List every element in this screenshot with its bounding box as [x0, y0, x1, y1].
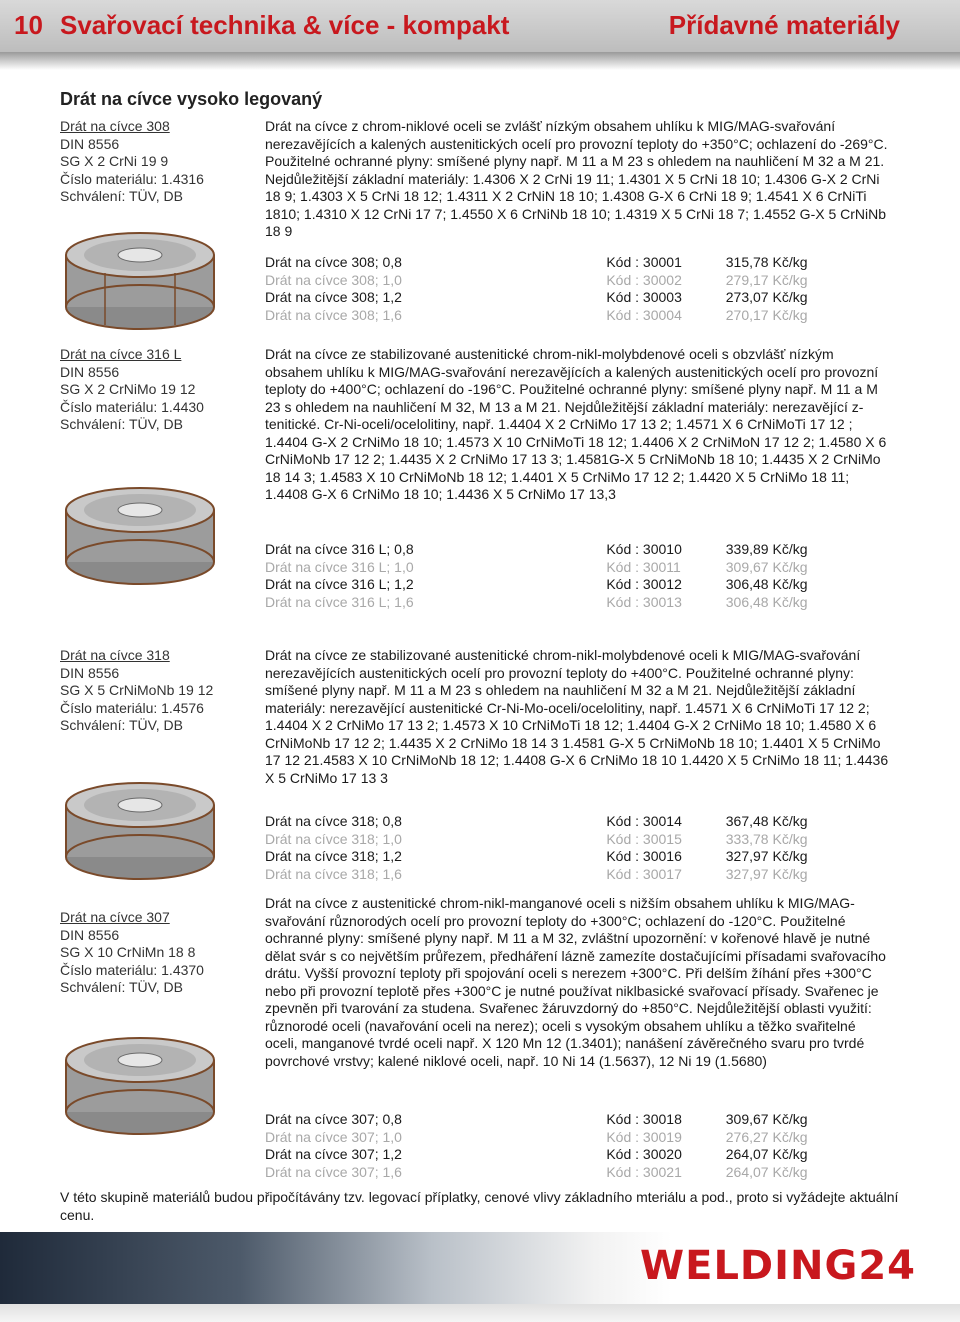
spec-line: DIN 8556 — [60, 135, 120, 152]
product-spec-307 — [60, 909, 204, 997]
price-row: Drát na cívce 316 L; 1,0 Kód : 30011 309,67 Kč/kg — [265, 558, 808, 575]
price-row: Drát na cívce 307; 1,6 Kód : 30021 264,07 Kč/kg — [265, 1163, 808, 1180]
price-row: Drát na cívce 316 L; 0,8 Kód : 30010 339,89 Kč/kg — [265, 541, 808, 557]
product-description-307: Drát na cívce z austenitické chrom-nikl-manganové oceli s nižším obsahem uhlíku k MIG/MAG-svařování různorodých ocelí pro provozní teploty do +300°C; ochlazení do -120°C. Použitelné ochranné plyny: smíšené plyny např. M 11 a M 32, zvláštní upozornění: v kořenové hlavě je nutné dělat svár s co největším průřezem, předháření lázně zamezíte dostačujícími přísadami svařovacího drátu. Vyšší provozní teploty při spojování oceli s nerezem +300°C. Při delším žíhání přes +300°C nebo při provozní teplotě přes +300°C je nutné používat niklbasické svařovací přísady. Svařenec je zpevněn při tvarování za studena. Svařenec žáruvzdorný do +850°C. Nejdůležitější oblasti využití: různorodé oceli (navařování oceli na nerez); oceli s vysokým obsahem uhlíku a těžko svařitelné oceli, manganové tvrdé oceli např. X 120 Mn 12 (1.3401); nanášení závěrečného svaru pro tvrdé povrchové vrstvy; kalené niklové oceli, např. 10 Ni 14 (1.5637), 12 Ni 19 (1.5680) — [265, 895, 886, 1069]
spec-line: Číslo materiálu: 1.4430 — [60, 398, 204, 415]
price-list-308 — [265, 254, 885, 324]
wire-spool-image — [60, 1020, 220, 1140]
spec-line: Schválení: TÜV, DB — [60, 188, 183, 204]
price-list-307 — [265, 1111, 885, 1181]
spec-line: SG X 10 CrNiMn 18 8 — [60, 944, 196, 960]
wire-spool-image — [60, 215, 220, 335]
price-row: Drát na cívce 316 L; 1,2 Kód : 30012 306,48 Kč/kg — [265, 576, 808, 592]
price-row: Drát na cívce 318; 1,6 Kód : 30017 327,97 Kč/kg — [265, 865, 808, 882]
section-title: Drát na cívce vysoko legovaný — [60, 89, 323, 109]
spec-line: Číslo materiálu: 1.4576 — [60, 699, 204, 716]
product-spec-316l — [60, 346, 204, 434]
spec-line: Schválení: TÜV, DB — [60, 717, 183, 733]
footnote: V této skupině materiálů budou připočítávány tzv. legovací příplatky, cenové vlivy základního mteriálu a pod., proto si vyžádejte aktuální cenu. — [60, 1189, 899, 1223]
spec-name-link[interactable]: Drát na cívce 318 — [60, 647, 170, 663]
price-row: Drát na cívce 308; 1,0 Kód : 30002 279,17 Kč/kg — [265, 271, 808, 288]
price-row: Drát na cívce 308; 1,6 Kód : 30004 270,17 Kč/kg — [265, 306, 808, 323]
spec-line: Číslo materiálu: 1.4316 — [60, 170, 204, 187]
price-row: Drát na cívce 318; 1,2 Kód : 30016 327,97 Kč/kg — [265, 848, 808, 864]
spec-line: DIN 8556 — [60, 363, 120, 380]
price-row: Drát na cívce 307; 1,2 Kód : 30020 264,07 Kč/kg — [265, 1146, 808, 1162]
price-row: Drát na cívce 307; 0,8 Kód : 30018 309,67 Kč/kg — [265, 1111, 808, 1127]
bottom-bar — [0, 1304, 960, 1322]
price-row: Drát na cívce 318; 0,8 Kód : 30014 367,48 Kč/kg — [265, 813, 808, 829]
product-description-318: Drát na cívce ze stabilizované austenitické chrom-nikl-molybdenové oceli k MIG/MAG-svařování nerezavějících austenitických ocelí pro provozní teploty do +400°C. Použitelné ochranné plyny: smíšené plyny např. M 11 a M 23 s ohledem na nauhličení M 32 a M 21. Nejdůležitější základní materiály: nerezavějící austenitické Cr-Ni-Mo-oceli/ocelolitiny, např. 1.4571 X 6 CrNiMoTi 17 12 2; 1.4404 X 2 CrNiMo 17 13 2; 1.4573 X 10 CrNiMoTi 18 12; 1.4404 G-X 2 CrNiMo 18 10; 1.4580 X 6 CrNiMoNb 17 12 2; 1.4435 X 2 CrNiMo 18 14 3 1.4581 G-X 5 CrNiMoNb 18 10; 1.4401 X 5 CrNiMo 17 12 21.4583 X 10 CrNiMoNb 18 12; 1.4408 G-X 6 CrNiMo 18 10 1.4420 X 5 CrNiMo 18 11; 1.4436 X 5 CrNiMo 17 13 3 — [265, 647, 889, 786]
category-title: Přídavné materiály — [668, 10, 900, 40]
wire-spool-image — [60, 470, 220, 590]
price-row: Drát na cívce 307; 1,0 Kód : 30019 276,27 Kč/kg — [265, 1128, 808, 1145]
page-number: 10 — [14, 10, 43, 40]
product-spec-308 — [60, 118, 204, 206]
spec-line: SG X 5 CrNiMoNb 19 12 — [60, 682, 214, 698]
page-title: Svařovací technika & více - kompakt — [60, 10, 510, 40]
price-row: Drát na cívce 308; 0,8 Kód : 30001 315,78 Kč/kg — [265, 254, 808, 270]
price-row: Drát na cívce 316 L; 1,6 Kód : 30013 306,48 Kč/kg — [265, 593, 808, 610]
page-header — [0, 0, 960, 52]
spec-line: Schválení: TÜV, DB — [60, 979, 183, 995]
product-spec-318 — [60, 647, 213, 735]
spec-name-link[interactable]: Drát na cívce 307 — [60, 909, 170, 925]
price-row: Drát na cívce 318; 1,0 Kód : 30015 333,78 Kč/kg — [265, 830, 808, 847]
price-list-318 — [265, 813, 885, 883]
spec-line: SG X 2 CrNiMo 19 12 — [60, 381, 196, 397]
spec-name-link[interactable]: Drát na cívce 308 — [60, 118, 170, 134]
wire-spool-image — [60, 765, 220, 885]
header-shadow — [0, 52, 960, 70]
welding24-logo: WELDING24 — [640, 1243, 916, 1289]
spec-line: SG X 2 CrNi 19 9 — [60, 153, 169, 169]
price-list-316l — [265, 541, 885, 611]
price-row: Drát na cívce 308; 1,2 Kód : 30003 273,07 Kč/kg — [265, 289, 808, 305]
spec-line: Schválení: TÜV, DB — [60, 416, 183, 432]
product-description-316l: Drát na cívce ze stabilizované austenitické chrom-nikl-molybdenové oceli s obzvlášť nízkým obsahem uhlíku k MIG/MAG-svařování nerezavějících a kalených austenitických ocelí pro provozní teploty do +400°C; ochlazení do -196°C. Použitelné ochranné plyny: smíšené plyny např. M 11 a M 23 s ohledem na nauhličení M 32, M 13 a M 21. Nejdůležitější základní materiály: nerezavějící z-tenitické. Cr-Ni-oceli/ocelolitiny, např. 1.4404 X 2 CrNiMo 17 13 2; 1.4571 X 6 CrNiMoTi 17 12 ; 1.4404 G-X 2 CrNiMo 18 10; 1.4573 X 10 CrNiMoTi 18 12; 1.4406 X 2 CrNiMoN 17 12 2; 1.4580 X 6 CrNiMoNb 17 12 2; 1.4435 X 2 CrNiMo 17 13 3; 1.4581G-X 5 CrNiMoNb 18 10; 1.4435 X 2 CrNiMo 18 14 3; 1.4583 X 10 CrNiMoNb 18 12; 1.4401 X 5 CrNiMo 17 12 2; 1.4420 X 5 CrNiMo 18 11; 1.4408 G-X 6 CrNiMo 18 10; 1.4436 X 5 CrNiMo 17 13,3 — [265, 346, 887, 502]
spec-name-link[interactable]: Drát na cívce 316 L — [60, 346, 182, 362]
product-description-308: Drát na cívce z chrom-niklové oceli se zvlášť nízkým obsahem uhlíku k MIG/MAG-svařování nerezavějících a kalených austenitických ocelí pro provozní teploty do +350°C; ochlazení do -269°C. Použitelné ochranné plyny: smíšené plyny např. M 11 a M 23 s ohledem na nauhličení M 32 a M 21. Nejdůležitější základní materiály: 1.4306 X 2 CrNi 19 11; 1.4301 X 5 CrNi 18 10; 1.4306 G-X 2 CrNi 18 9; 1.4303 X 5 CrNi 18 12; 1.4311 X 2 CrNiN 18 10; 1.4308 G-X 6 CrNi 18 9; 1.4541 X 6 CrNiTi 1810; 1.4310 X 12 CrNi 17 7; 1.4550 X 6 CrNiNb 18 10; 1.4319 X 5 CrNi 18 7; 1.4552 G-X 5 CrNiNb 18 9 — [265, 118, 888, 239]
spec-line: DIN 8556 — [60, 664, 120, 681]
spec-line: Číslo materiálu: 1.4370 — [60, 961, 204, 978]
spec-line: DIN 8556 — [60, 926, 120, 943]
